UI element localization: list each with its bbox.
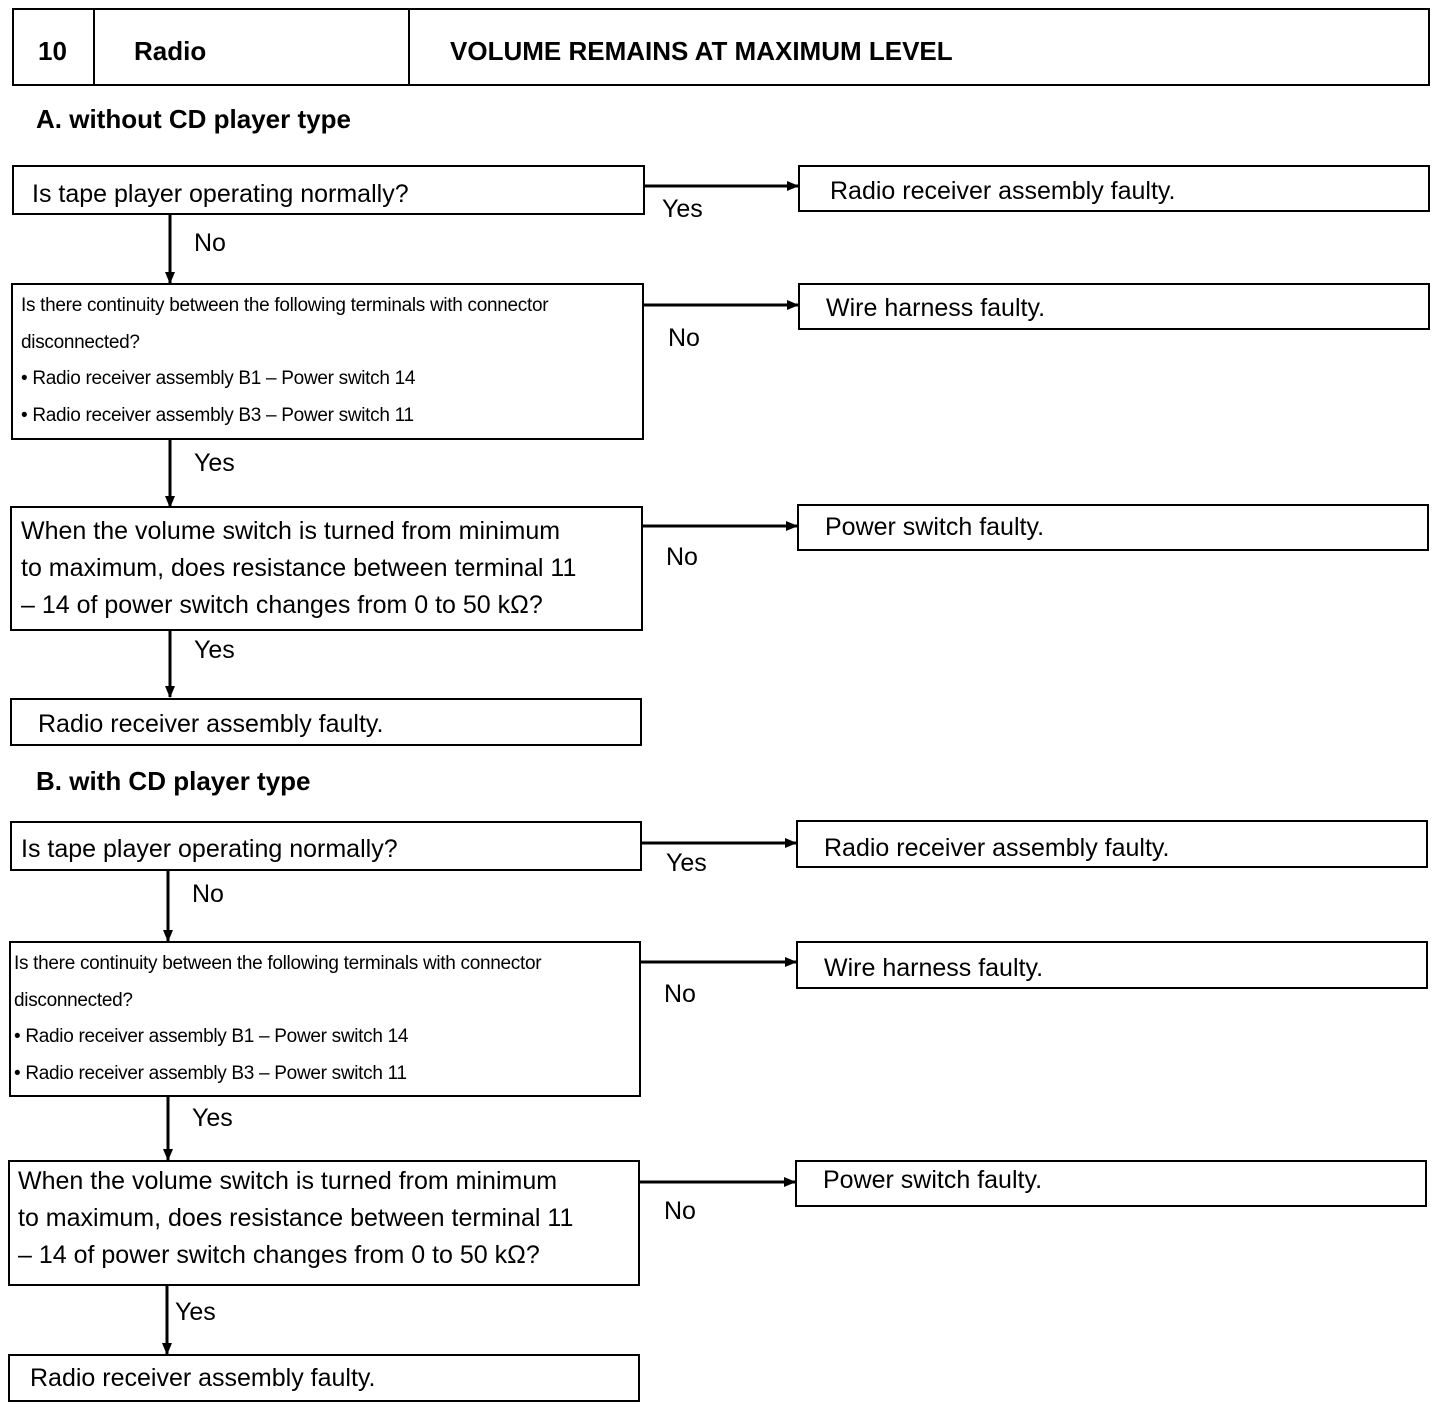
a-q1-no-label: No bbox=[194, 229, 226, 257]
a-q3-no-label: No bbox=[666, 543, 698, 571]
b-q1-result-text: Radio receiver assembly faulty. bbox=[824, 834, 1170, 862]
a-q2-line-1: Is there continuity between the following terminals with connector bbox=[21, 295, 549, 316]
a-q1-yes-label: Yes bbox=[662, 195, 703, 223]
b-q3-line-3: – 14 of power switch changes from 0 to 50 kΩ? bbox=[18, 1241, 540, 1269]
a-q2-yes-label: Yes bbox=[194, 449, 235, 477]
b-q1-yes-label: Yes bbox=[666, 849, 707, 877]
a-q2-line-4: • Radio receiver assembly B3 – Power switch 11 bbox=[21, 405, 414, 426]
b-q2-no-label: No bbox=[664, 980, 696, 1008]
b-result-radio-receiver-faulty-1 bbox=[796, 820, 1428, 868]
b-q3-no-label: No bbox=[664, 1197, 696, 1225]
header-system: Radio bbox=[134, 36, 207, 66]
a-q3-yes-label: Yes bbox=[194, 636, 235, 664]
header-number: 10 bbox=[38, 36, 67, 66]
b-question-continuity bbox=[9, 941, 641, 1097]
b-q1-no-label: No bbox=[192, 880, 224, 908]
b-q3-line-2: to maximum, does resistance between terminal 11 bbox=[18, 1204, 574, 1232]
a-result-power-switch-faulty bbox=[797, 504, 1429, 551]
b-q1-text: Is tape player operating normally? bbox=[21, 835, 398, 863]
b-q2-result-text: Wire harness faulty. bbox=[824, 954, 1044, 982]
a-q2-line-2: disconnected? bbox=[21, 332, 140, 353]
section-b-heading: B. with CD player type bbox=[36, 766, 311, 796]
a-q3-line-2: to maximum, does resistance between terminal 11 bbox=[21, 554, 577, 582]
a-q1-result-text: Radio receiver assembly faulty. bbox=[830, 177, 1176, 205]
b-q3-yes-label: Yes bbox=[175, 1298, 216, 1326]
a-question-volume-resistance bbox=[10, 506, 643, 631]
section-a-heading: A. without CD player type bbox=[36, 104, 351, 134]
b-result-power-switch-faulty bbox=[795, 1160, 1427, 1207]
b-result-radio-receiver-faulty-2 bbox=[8, 1354, 640, 1402]
a-q2-no-label: No bbox=[668, 324, 700, 352]
a-result-radio-receiver-faulty-2 bbox=[10, 698, 642, 746]
b-q2-yes-label: Yes bbox=[192, 1104, 233, 1132]
a-question-continuity bbox=[11, 283, 644, 440]
a-q2-line-3: • Radio receiver assembly B1 – Power switch 14 bbox=[21, 368, 416, 389]
b-q3-result-text: Power switch faulty. bbox=[823, 1166, 1043, 1194]
b-result-wire-harness-faulty bbox=[796, 941, 1428, 989]
b-final-result-text: Radio receiver assembly faulty. bbox=[30, 1364, 376, 1392]
a-q3-line-1: When the volume switch is turned from minimum bbox=[21, 517, 561, 545]
b-q2-line-4: • Radio receiver assembly B3 – Power switch 11 bbox=[14, 1063, 407, 1084]
a-q3-result-text: Power switch faulty. bbox=[825, 513, 1045, 541]
a-result-wire-harness-faulty bbox=[798, 283, 1430, 330]
a-q1-text: Is tape player operating normally? bbox=[32, 180, 409, 208]
a-q3-line-3: – 14 of power switch changes from 0 to 50 kΩ? bbox=[21, 591, 543, 619]
a-q2-result-text: Wire harness faulty. bbox=[826, 294, 1046, 322]
a-final-result-text: Radio receiver assembly faulty. bbox=[38, 710, 384, 738]
b-question-volume-resistance bbox=[8, 1160, 640, 1286]
b-q2-line-2: disconnected? bbox=[14, 990, 133, 1011]
b-question-tape-player bbox=[10, 821, 642, 871]
header-title: VOLUME REMAINS AT MAXIMUM LEVEL bbox=[450, 36, 953, 66]
b-q2-line-1: Is there continuity between the following terminals with connector bbox=[14, 953, 542, 974]
b-q2-line-3: • Radio receiver assembly B1 – Power switch 14 bbox=[14, 1026, 409, 1047]
a-question-tape-player bbox=[12, 165, 645, 215]
a-result-radio-receiver-faulty-1 bbox=[798, 165, 1430, 212]
b-q3-line-1: When the volume switch is turned from minimum bbox=[18, 1167, 558, 1195]
